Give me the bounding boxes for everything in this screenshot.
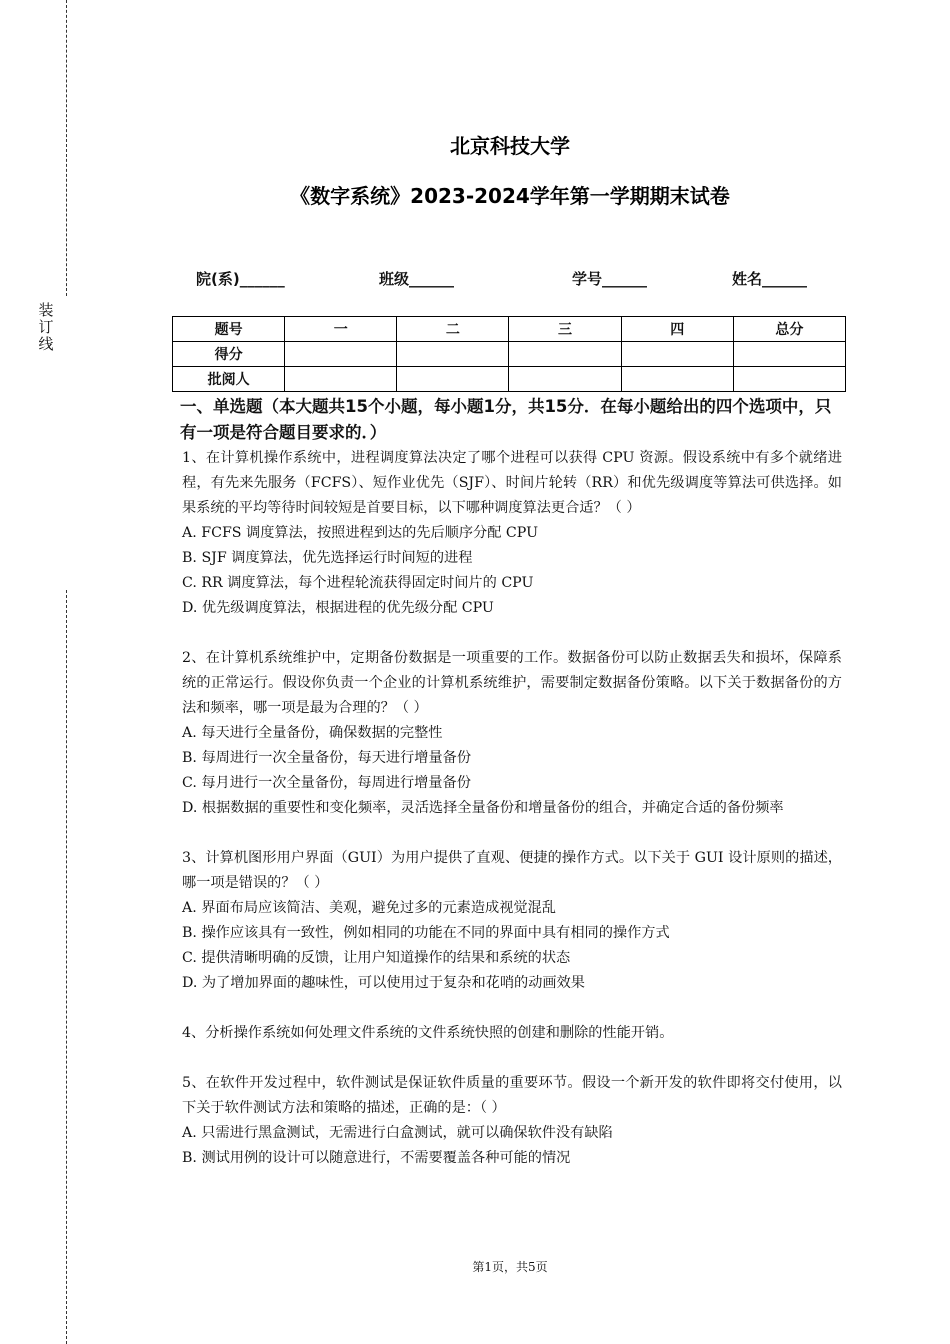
table-cell	[509, 342, 621, 367]
student-id-field: 学号______	[572, 270, 648, 288]
exam-title: 《数字系统》2023-2024学年第一学期期末试卷	[290, 184, 730, 208]
department-field: 院(系)______	[196, 270, 285, 288]
section-heading: 一、单选题（本大题共15个小题，每小题1分，共15分．在每小题给出的四个选项中，只有一项是符合题目要求的．）	[180, 397, 832, 442]
binding-label-text: 装 订 线	[38, 301, 54, 353]
table-cell: 二	[397, 317, 509, 342]
question-text: 5、在软件开发过程中，软件测试是保证软件质量的重要环节。假设一个新开发的软件即将交付使用，以下关于软件测试方法和策略的描述，正确的是：（ ）	[182, 1075, 842, 1116]
table-cell: 批阅人	[173, 367, 285, 392]
option-a: A. 每天进行全量备份，确保数据的完整性	[182, 725, 443, 741]
table-cell: 总分	[733, 317, 845, 342]
table-cell	[733, 342, 845, 367]
option-b: B. SJF 调度算法，优先选择运行时间短的进程	[182, 550, 473, 566]
class-field: 班级______	[379, 270, 455, 288]
option-b: B. 测试用例的设计可以随意进行，不需要覆盖各种可能的情况	[182, 1150, 571, 1166]
name-field: 姓名______	[732, 270, 808, 288]
table-cell	[509, 367, 621, 392]
option-c: C. RR 调度算法，每个进程轮流获得固定时间片的 CPU	[182, 575, 534, 591]
table-cell: 题号	[173, 317, 285, 342]
table-cell: 三	[509, 317, 621, 342]
option-b: B. 操作应该具有一致性，例如相同的功能在不同的界面中具有相同的操作方式	[182, 925, 670, 941]
option-c: C. 每月进行一次全量备份，每周进行增量备份	[182, 775, 471, 791]
question-2	[182, 646, 842, 821]
table-cell	[621, 342, 733, 367]
question-text: 4、分析操作系统如何处理文件系统的文件系统快照的创建和删除的性能开销。	[182, 1025, 674, 1041]
table-cell: 得分	[173, 342, 285, 367]
university-title: 北京科技大学	[450, 134, 570, 158]
grader-row	[173, 367, 846, 392]
score-table	[172, 316, 846, 392]
option-c: C. 提供清晰明确的反馈，让用户知道操作的结果和系统的状态	[182, 950, 571, 966]
question-text: 1、在计算机操作系统中，进程调度算法决定了哪个进程可以获得 CPU 资源。假设系统中有多个就绪进程，有先来先服务（FCFS）、短作业优先（SJF）、时间片轮转（RR）和优先级调度等算法可供选择。如果系统的平均等待时间较短是首要目标，以下哪种调度算法更合适？（ ）	[182, 450, 842, 516]
table-cell	[733, 367, 845, 392]
exam-content	[182, 394, 842, 1171]
option-a: A. 界面布局应该简洁、美观，避免过多的元素造成视觉混乱	[182, 900, 556, 916]
question-text: 3、计算机图形用户界面（GUI）为用户提供了直观、便捷的操作方式。以下关于 GUI 设计原则的描述，哪一项是错误的？（ ）	[182, 850, 842, 891]
table-cell	[397, 342, 509, 367]
option-d: D. 优先级调度算法，根据进程的优先级分配 CPU	[182, 600, 494, 616]
option-d: D. 为了增加界面的趣味性，可以使用过于复杂和花哨的动画效果	[182, 975, 585, 991]
question-5	[182, 1071, 842, 1171]
table-cell: 四	[621, 317, 733, 342]
binding-line-bottom	[66, 590, 67, 1344]
question-text: 2、在计算机系统维护中，定期备份数据是一项重要的工作。数据备份可以防止数据丢失和损坏，保障系统的正常运行。假设你负责一个企业的计算机系统维护，需要制定数据备份策略。以下关于数据备份的方法和频率，哪一项是最为合理的？（ ）	[182, 650, 842, 716]
table-cell	[397, 367, 509, 392]
table-cell	[621, 367, 733, 392]
option-d: D. 根据数据的重要性和变化频率，灵活选择全量备份和增量备份的组合，并确定合适的备份频率	[182, 800, 784, 816]
option-b: B. 每周进行一次全量备份，每天进行增量备份	[182, 750, 472, 766]
question-4	[182, 1021, 842, 1046]
score-row	[173, 342, 846, 367]
option-a: A. 只需进行黑盒测试，无需进行白盒测试，就可以确保软件没有缺陷	[182, 1125, 613, 1141]
score-table-header-row	[173, 317, 846, 342]
table-cell: 一	[285, 317, 397, 342]
question-1	[182, 446, 842, 621]
table-cell	[285, 367, 397, 392]
page-footer: 第1页，共5页	[472, 1260, 548, 1274]
option-a: A. FCFS 调度算法，按照进程到达的先后顺序分配 CPU	[182, 525, 539, 541]
table-cell	[285, 342, 397, 367]
binding-label	[36, 302, 56, 353]
question-3	[182, 846, 842, 996]
